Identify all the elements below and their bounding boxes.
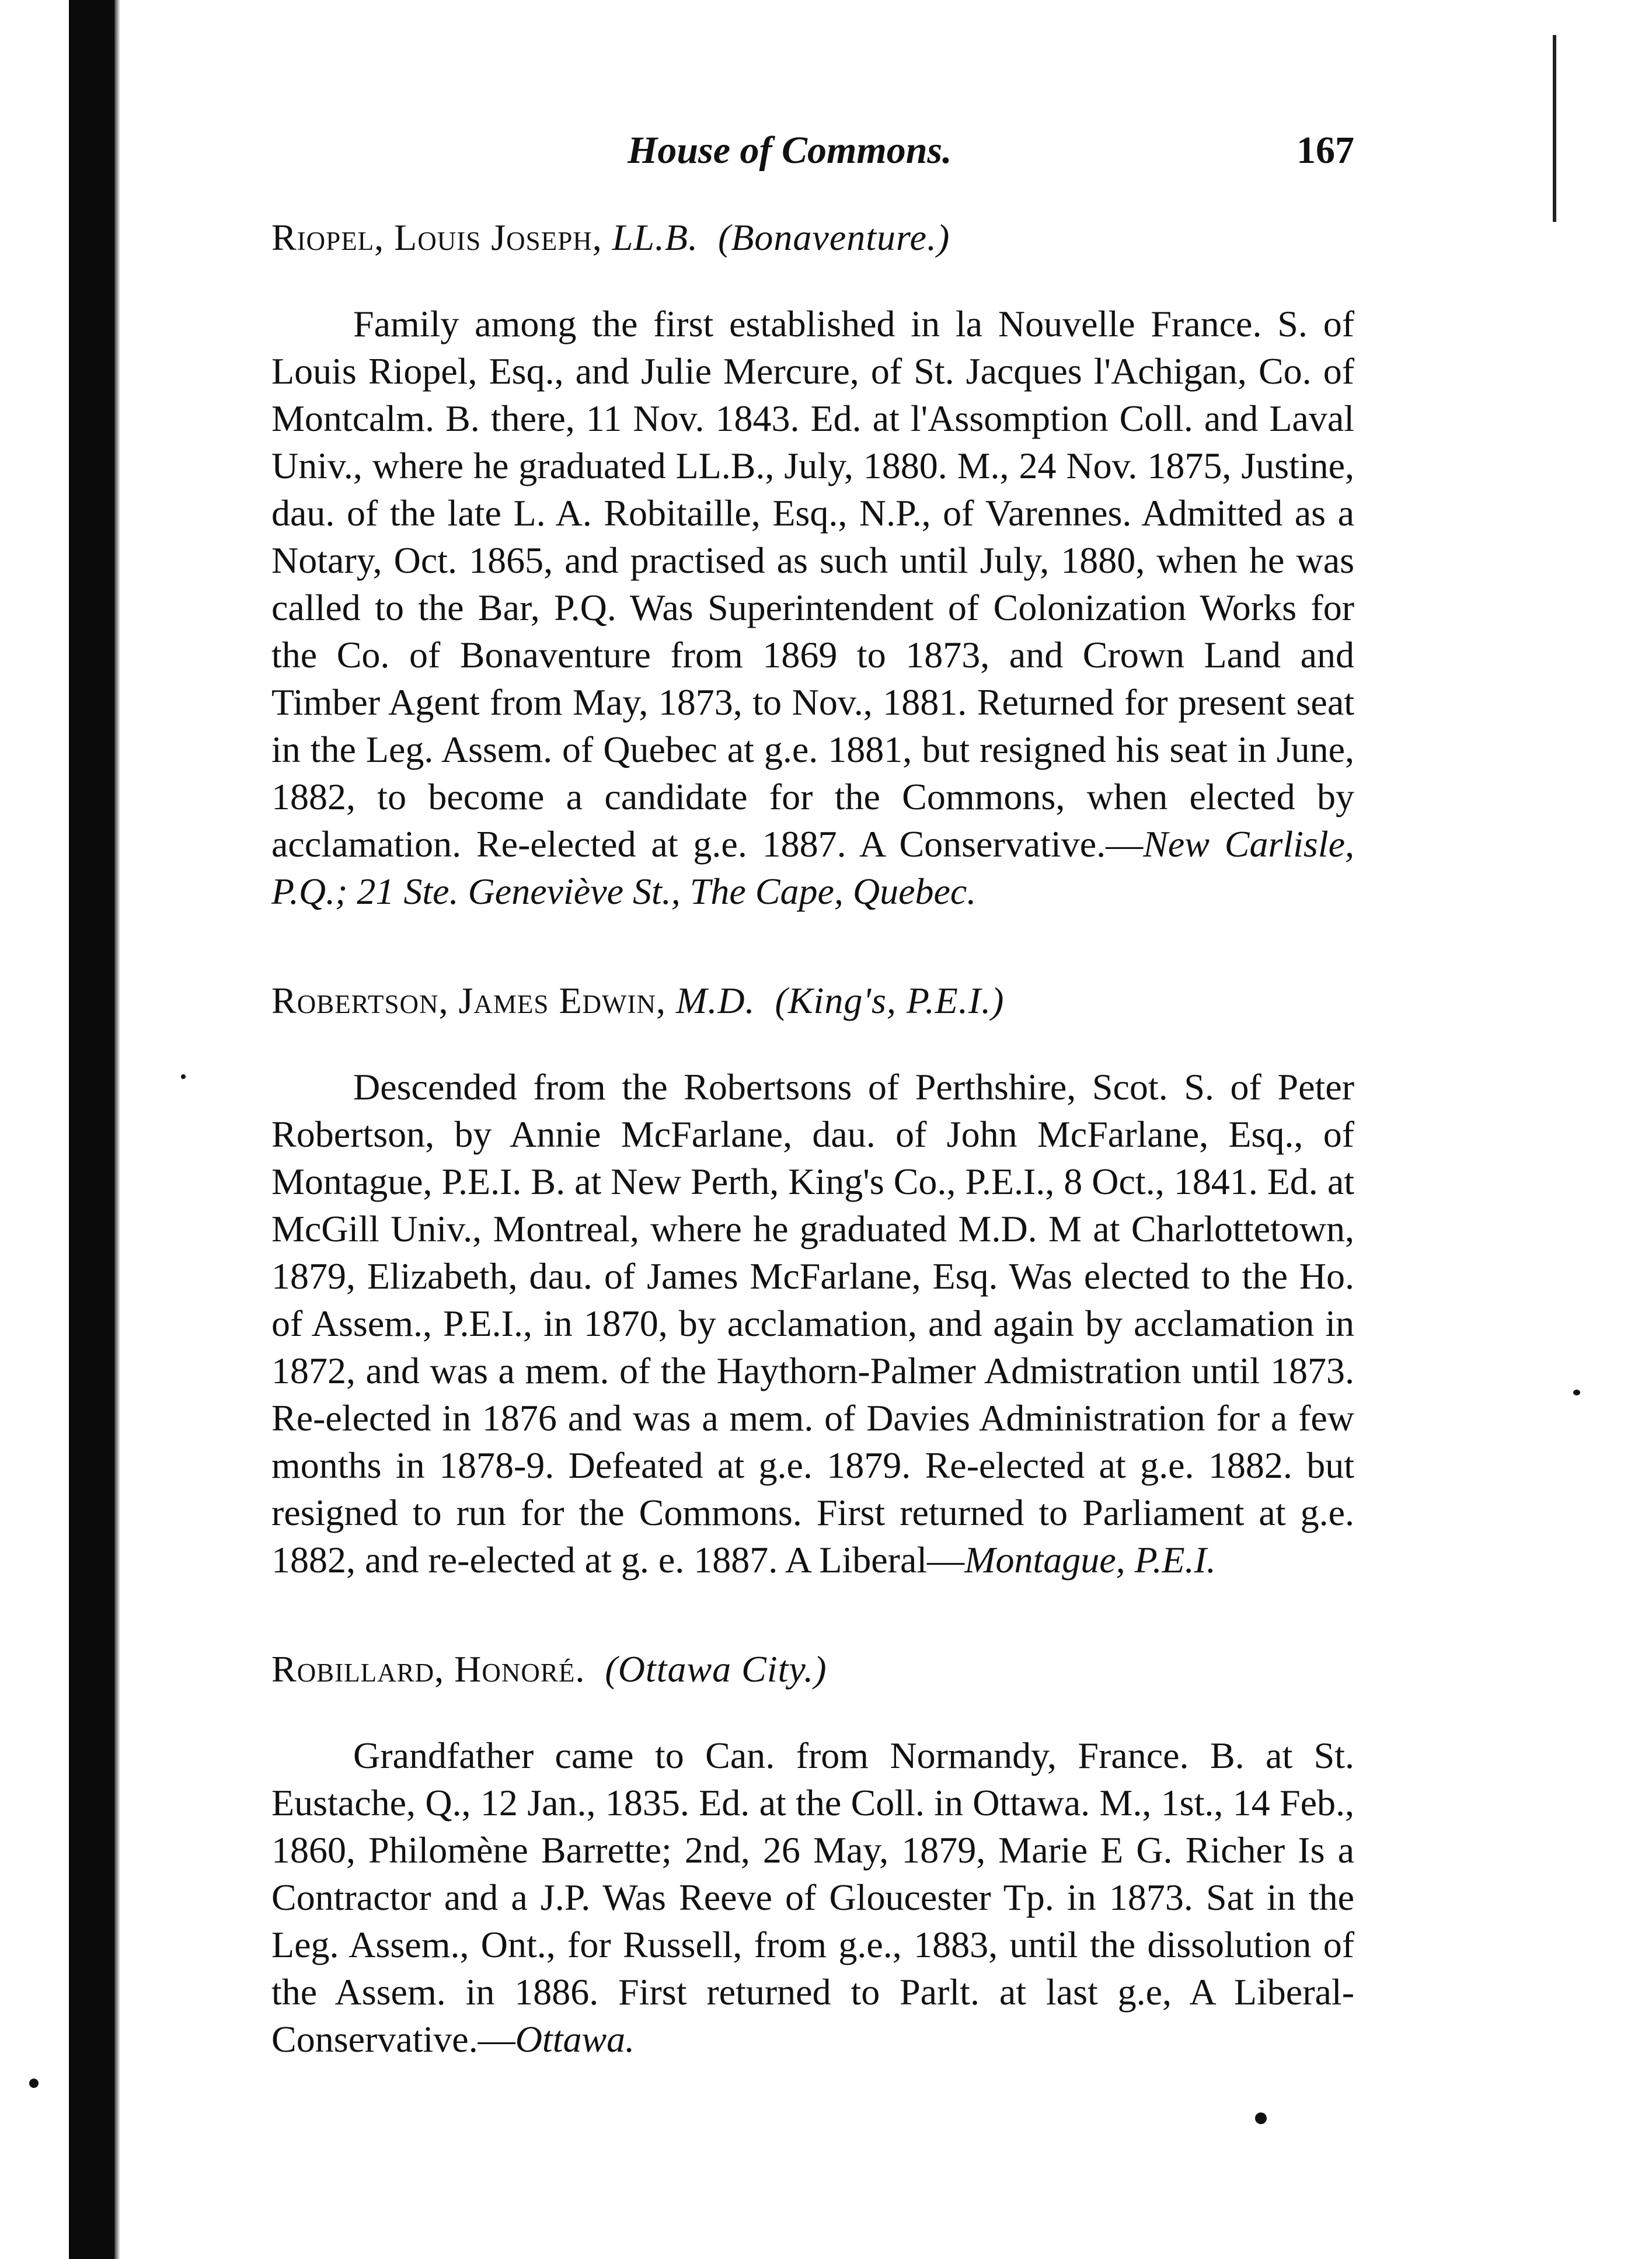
biography-text: Family among the first established in la Nouvelle France. S. of Louis Riopel, Esq., and Julie Mercure, of St. Jacques l'Achigan, Co. of Montcalm. B. there, 11 Nov. 1843. Ed. at l'Assomption Coll. and Laval Univ., where he graduated LL.B., July, 1880. M., 24 Nov. 1875, Justine, dau. of the late L. A. Robitaille, Esq., N.P., of Varennes. Admitted as a Notary, Oct. 1865, and practised as such until July, 1880, when he was called to the Bar, P.Q. Was Superintendent of Colonization Works for the Co. of Bonaventure from 1869 to 1873, and Crown Land and Timber Agent from May, 1873, to Nov., 1881. Returned for present seat in the Leg. Assem. of Quebec at g.e. 1881, but resigned his seat in June, 1882, to become a candidate for the Commons, when elected by acclamation. Re-elected at g.e. 1887. A Conservative.— [271,303,1354,865]
entry-biography [271,1063,1354,1583]
entry-biography [271,300,1354,915]
member-constituency: (King's, P.E.I.) [775,980,1005,1021]
member-degree: LL.B. [612,217,698,258]
right-page-edge-mark [1553,35,1556,222]
running-title: House of Commons. [628,129,952,172]
entry-heading [271,216,1354,259]
biography-text: Descended from the Robertsons of Perthshire, Scot. S. of Peter Robertson, by Annie McFarlane, dau. of John McFarlane, Esq., of Montague, P.E.I. B. at New Perth, King's Co., P.E.I., 8 Oct., 1841. Ed. at McGill Univ., Montreal, where he graduated M.D. M at Charlottetown, 1879, Elizabeth, dau. of James McFarlane, Esq. Was elected to the Ho. of Assem., P.E.I., in 1870, by acclamation, and again by acclamation in 1872, and was a mem. of the Haythorn-Palmer Admistration until 1873. Re-elected in 1876 and was a mem. of Davies Administration for a few months in 1878-9. Defeated at g.e. 1879. Re-elected at g.e. 1882. but resigned to run for the Commons. First returned to Parliament at g.e. 1882, and re-elected at g. e. 1887. A Liberal— [271,1066,1354,1581]
entry-riopel [271,216,1354,915]
page-number: 167 [1296,129,1354,172]
member-name: Robertson, James Edwin, [271,980,666,1021]
ink-speck [181,1074,186,1079]
spine-edge-gradient [114,0,120,2259]
member-name: Riopel, Louis Joseph, [271,217,602,258]
member-address: New Carlisle, P.Q.; 21 Ste. Geneviève St., The Cape, Quebec. [271,823,1355,912]
page-header [271,117,1354,193]
page-content [271,117,1354,2063]
ink-speck [1573,1390,1580,1395]
member-address: Montague, P.E.I. [964,1539,1216,1581]
entry-robillard [271,1648,1354,2063]
member-address: Ottawa. [515,2018,635,2060]
biography-text: Grandfather came to Can. from Normandy, France. B. at St. Eustache, Q., 12 Jan., 1835. Ed. at the Coll. in Ottawa. M., 1st., 14 Feb., 1860, Philomène Barrette; 2nd, 26 May, 1879, Marie E G. Richer Is a Contractor and a J.P. Was Reeve of Gloucester Tp. in 1873. Sat in the Leg. Assem., Ont., for Russell, from g.e., 1883, until the dissolution of the Assem. in 1886. First returned to Parlt. at last g.e, A Liberal-Conservative.— [271,1735,1354,2060]
ink-speck [1255,2112,1267,2124]
entry-biography [271,1732,1354,2063]
entry-robertson [271,979,1354,1583]
member-constituency: (Ottawa City.) [605,1648,827,1690]
ink-speck [29,2079,39,2088]
book-spine-shadow [69,0,114,2259]
entry-heading [271,1648,1354,1691]
member-degree: M.D. [676,980,755,1021]
member-constituency: (Bonaventure.) [718,217,950,258]
entry-heading [271,979,1354,1022]
member-name: Robillard, Honoré. [271,1648,585,1690]
